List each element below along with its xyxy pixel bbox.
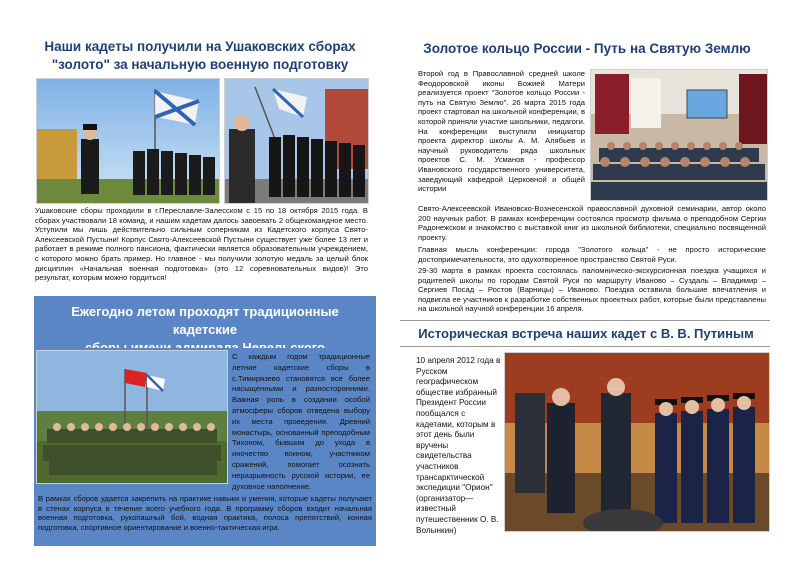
- left-section1-body: Ушаковские сборы проходили в г.Переславле-Залесском с 15 по 18 октября 2015 года. В сборах участвовали 18 команд, и нашим кадетам далось завоевать 2 общекомандное место. Уступили мы лишь действительно сильным соперникам из Кадетского корпуса Свято-Алексеевской Пустыни! Корпус Свято-Алексеевской Пустыни существует уже более 13 лет и работает в режиме полного пансиона, фактически является образовательным учреждением, с которого можно брать пример. Но главное - мы получили золотую медаль за целый блок дисциплин «Начальная военная подготовка» (это 12 соревновательных видов)! Это результат, которым можно гордиться!: [35, 206, 368, 283]
- left-section2-box: [34, 296, 376, 348]
- left-section1-title: [30, 38, 370, 74]
- right-section1-side-text: Второй год в Православной средней школе Феодоровской иконы Божией Матери реализуется проект "Золотое кольцо России - путь на Святую Землю". 26 марта 2015 года проект стартовал на школьной конференции, в которой приняли участие школьники, педагоги. На конференции выступили инициатор проекта директор школы А. М. Алябьев и научный руководитель ряда школьных проектов С. М. Усманов - профессор Ивановского государственного университета, заведующий кафедрой Церковной и общей истории: [418, 69, 585, 194]
- left-section2-title-line1: Ежегодно летом проходят традиционные кадетские: [71, 304, 339, 337]
- photo-conference-hall: [590, 69, 768, 201]
- right-divider-bottom: [400, 346, 770, 347]
- right-section2-title: Историческая встреча наших кадет с В. В. Путиным: [418, 326, 754, 341]
- left-section1-title-line1: Наши кадеты получили на Ушаковских сборах: [44, 39, 356, 54]
- right-section1-title: Золотое кольцо России - Путь на Святую Землю: [423, 41, 751, 56]
- photo-cadets-line: [224, 78, 369, 204]
- left-section2-side-text: С каждым годом традиционные летние кадетские сборы в с.Тимирязево становятся все более насыщенными и разносторонними. Важная роль в создании особой атмосферы сборов отведена выбору их места проведения. Древний монастырь, основанный преподобным Тихоном, бывшим до ухода в иночество воином, участником сражений, помогает осознать неразрывность русской истории, ее духовное наполнение.: [232, 352, 370, 491]
- photo-putin-cadets: [504, 352, 770, 532]
- right-divider-top: [400, 320, 770, 321]
- right-section1-trip: 29-30 марта в рамках проекта состоялась паломническо-экскурсионная поездка учащихся и родителей школы по городам Святой Руси по маршруту Иваново – Суздаль – Владимир – Сергиев Посад – Ростов (Варницы) – Иваново. Поездка оставила большие впечатления и подвигла ее участников к разработке собственных проектных работ, которые были представлены на школьной научной конференции 16 апреля.: [418, 266, 766, 314]
- left-section2-bottom-text: В рамках сборов удается закрепить на практике навыки и умения, которые кадеты получают в стенах корпуса в течение всего учебного года. В программу сборов входит начальная военная подготовка, рукопашный бой, водная практика, полоса препятствий, конная подготовка, спортивное ориентирование и военно-тактическая игра.: [38, 494, 372, 532]
- left-section1-title-line2: "золото" за начальную военную подготовку: [51, 57, 349, 72]
- right-section1-body: Свято-Алексеевской Ивановско-Вознесенской православной духовной семинарии, автор около 200 научных работ. В рамках конференции состоялся просмотр фильма о преподобном Сергии Радонежском и знакомство с выставкой книг из школьной библиотеки, специально посвященной проекту.: [418, 204, 766, 242]
- right-section1-main-idea: Главная мысль конференции: города "Золотого кольца" - не просто исторические достопримечательности, это одухотворенное пространство Святой Руси.: [418, 245, 766, 264]
- right-section2-side-text: 10 апреля 2012 года в Русском географическом обществе избранный Президент России пообщался с кадетами, которым в этот день были вручены свидетельства участников трансарктической экспедиции "Орион" (организатор—известный путешественник О. В. Волынкин): [416, 356, 501, 535]
- photo-summer-camp-group: [36, 350, 228, 484]
- photo-cadets-flags: [36, 78, 220, 204]
